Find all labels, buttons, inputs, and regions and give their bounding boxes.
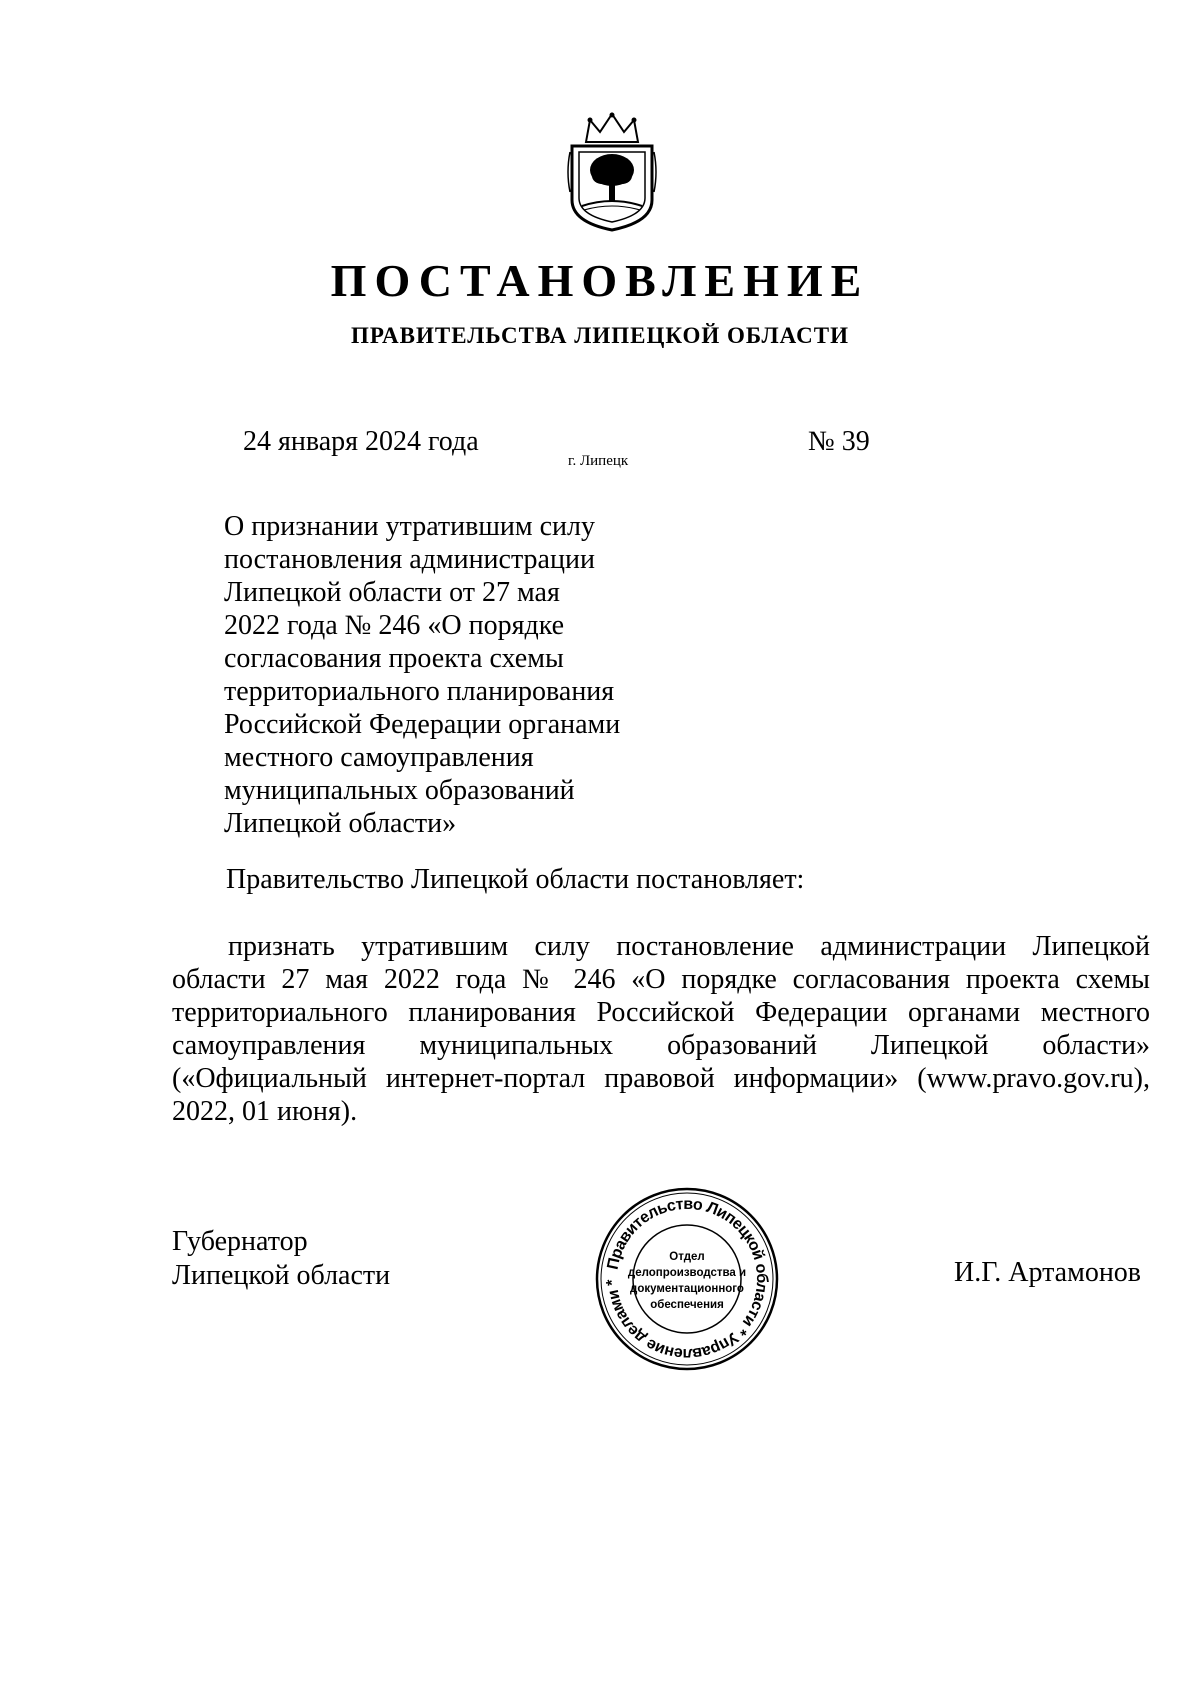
body-line: 2022, 01 июня). [172, 1096, 358, 1127]
signatory-name: И.Г. Артамонов [954, 1257, 1142, 1288]
stamp-center-line: Отдел [669, 1251, 705, 1263]
heading-line: местного самоуправления [224, 742, 534, 773]
heading-line: Липецкой области» [224, 808, 457, 839]
stamp-center-line: обеспечения [650, 1299, 724, 1311]
heading-line: О признании утратившим силу [224, 511, 595, 542]
body-line: области 27 мая 2022 года № 246 «О порядке согласования проекта схемы [172, 964, 1150, 995]
official-stamp [594, 1186, 780, 1372]
document-heading [224, 510, 664, 840]
stamp-center-line: делопроизводства и [627, 1267, 747, 1279]
body-line: («Официальный интернет-портал правовой информации» (www.pravo.gov.ru), [172, 1063, 1150, 1094]
heading-line: согласования проекта схемы [224, 643, 564, 674]
heading-line: муниципальных образований [224, 775, 575, 806]
body-paragraph [172, 930, 1150, 1128]
heading-line: Липецкой области от 27 мая [224, 577, 560, 608]
signatory-title-line: Липецкой области [172, 1260, 391, 1291]
document-number: № 39 [808, 426, 870, 457]
body-line: территориального планирования Российской Федерации органами местного [172, 997, 1150, 1028]
body-line: самоуправления муниципальных образований Липецкой области» [172, 1030, 1150, 1061]
lipetsk-coat-of-arms-icon [566, 112, 658, 232]
document-date: 24 января 2024 года [243, 426, 479, 457]
preamble: Правительство Липецкой области постановляет: [226, 864, 805, 895]
signatory-title [172, 1225, 390, 1293]
page-title: ПОСТАНОВЛЕНИЕ [330, 255, 870, 306]
issuing-authority: ПРАВИТЕЛЬСТВА ЛИПЕЦКОЙ ОБЛАСТИ [351, 323, 849, 348]
heading-line: территориального планирования [224, 676, 615, 707]
document-city: г. Липецк [568, 453, 629, 469]
heading-line: 2022 года № 246 «О порядке [224, 610, 565, 641]
heading-line: Российской Федерации органами [224, 709, 621, 740]
heading-line: постановления администрации [224, 544, 595, 575]
stamp-ring-text: Правительство Липецкой области * Управление делами * [603, 1195, 771, 1363]
stamp-center-line: документационного [630, 1283, 744, 1295]
body-line: признать утратившим силу постановление администрации Липецкой [228, 931, 1150, 962]
signatory-title-line: Губернатор [172, 1226, 308, 1257]
